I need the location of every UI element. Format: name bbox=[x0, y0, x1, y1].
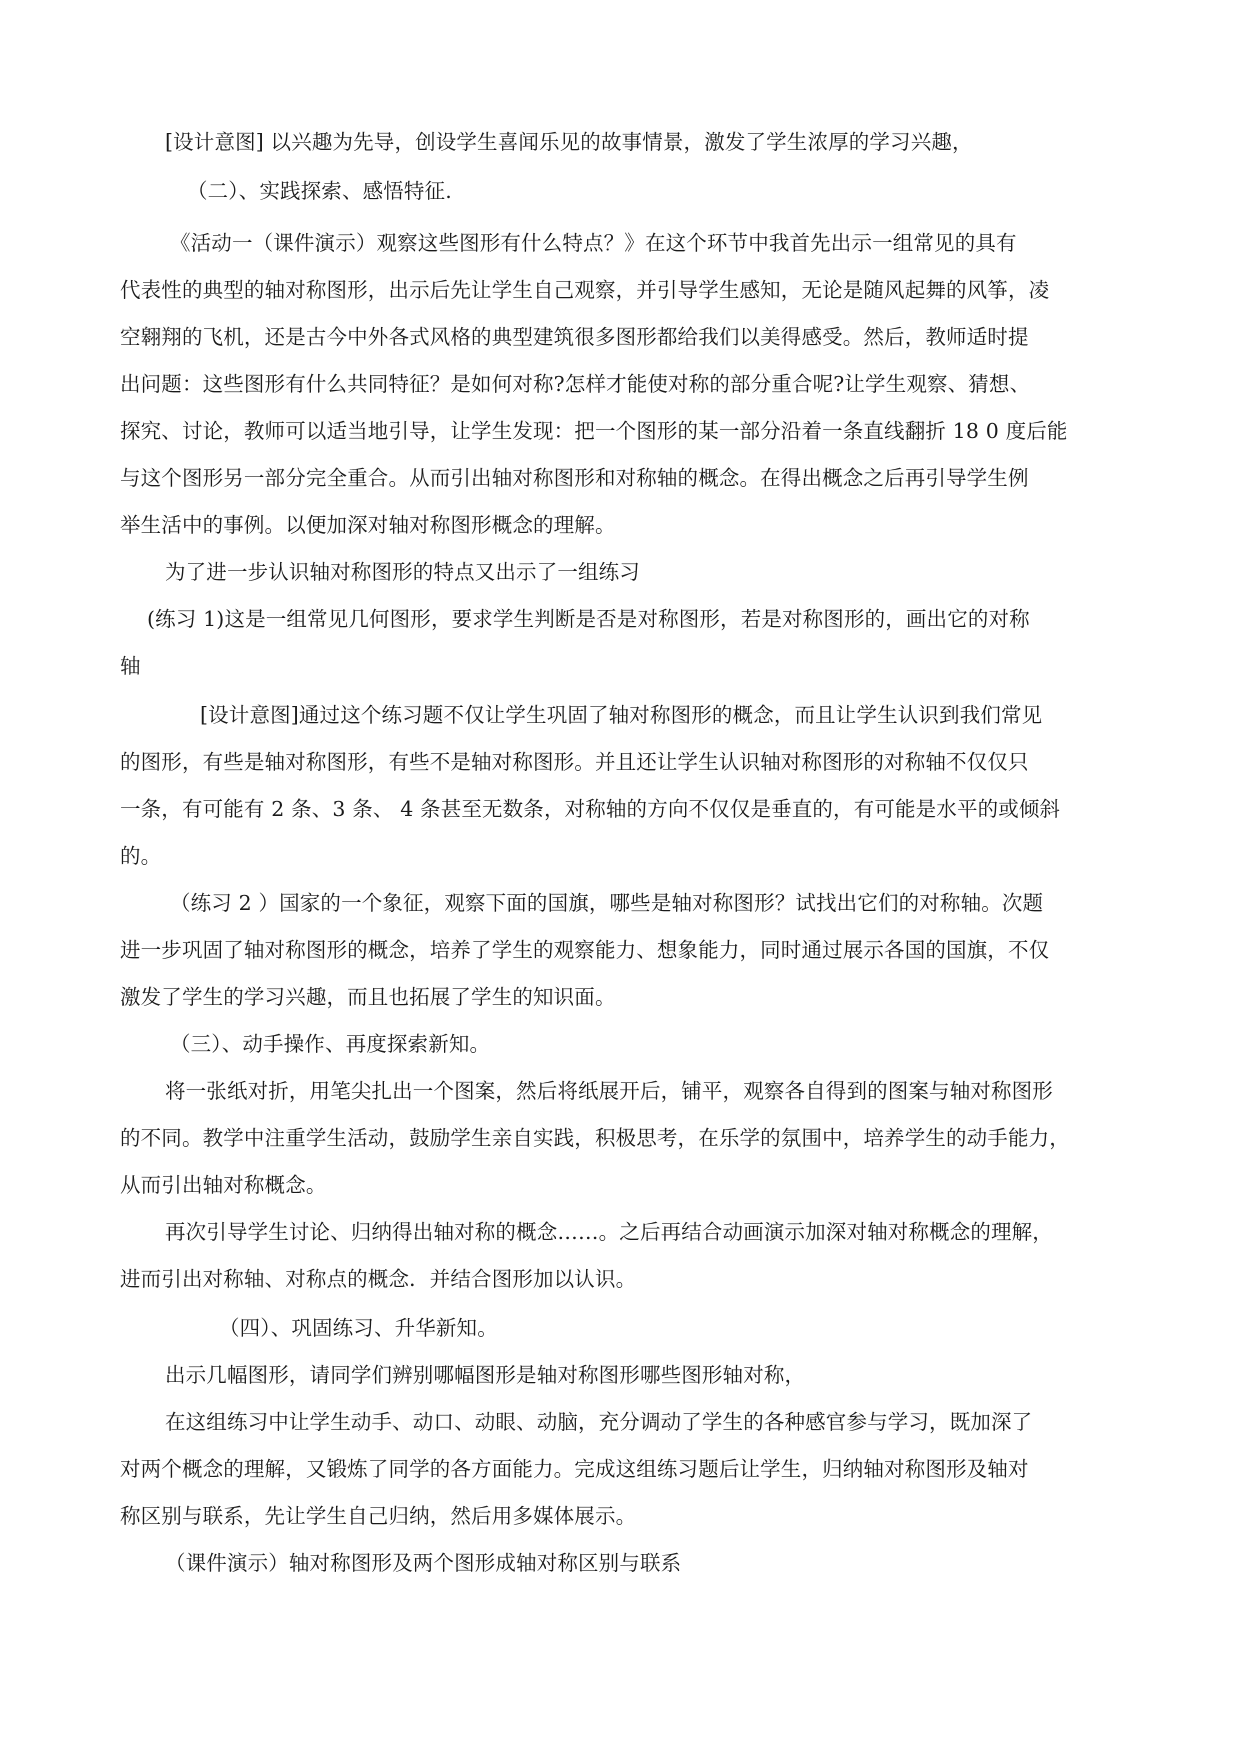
activity-1-line-4: 出问题：这些图形有什么共同特征？是如何对称?怎样才能使对称的部分重合呢?让学生观察、猜想、 bbox=[120, 372, 1031, 396]
exercise-2-line-3: 激发了学生的学习兴趣，而且也拓展了学生的知识面。 bbox=[120, 985, 616, 1009]
activity-1-line-2: 代表性的典型的轴对称图形，出示后先让学生自己观察，并引导学生感知，无论是随风起舞的风筝，凌 bbox=[120, 278, 1050, 302]
activity-1-line-5: 探究、讨论，教师可以适当地引导，让学生发现：把一个图形的某一部分沿着一条直线翻折 18 0 度后能 bbox=[120, 419, 1068, 443]
exercise-1-line-2: 轴 bbox=[120, 654, 141, 678]
practice-line-3: 称区别与联系，先让学生自己归纳，然后用多媒体展示。 bbox=[120, 1504, 637, 1528]
hands-on-line-1: 将一张纸对折，用笔尖扎出一个图案，然后将纸展开后，铺平，观察各自得到的图案与轴对称图形 bbox=[165, 1079, 1053, 1103]
exercise-intro: 为了进一步认识轴对称图形的特点又出示了一组练习 bbox=[165, 560, 640, 584]
activity-1-line-1: 《活动一（课件演示）观察这些图形有什么特点？》在这个环节中我首先出示一组常见的具有 bbox=[170, 231, 1017, 255]
exercise-2-line-2: 进一步巩固了轴对称图形的概念，培养了学生的观察能力、想象能力，同时通过展示各国的国旗，不仅 bbox=[120, 938, 1050, 962]
section-heading-2: （二）、实践探索、感悟特征. bbox=[187, 179, 452, 203]
hands-on-line-3: 从而引出轴对称概念。 bbox=[120, 1173, 327, 1197]
practice-line-2: 对两个概念的理解，又锻炼了同学的各方面能力。完成这组练习题后让学生，归纳轴对称图形及轴对 bbox=[120, 1457, 1029, 1481]
design-intent-2-line-1: [设计意图]通过这个练习题不仅让学生巩固了轴对称图形的概念，而且让学生认识到我们常见 bbox=[200, 703, 1043, 727]
design-intent-1: [设计意图] 以兴趣为先导，创设学生喜闻乐见的故事情景，激发了学生浓厚的学习兴趣， bbox=[165, 130, 973, 154]
activity-1-line-7: 举生活中的事例。以便加深对轴对称图形概念的理解。 bbox=[120, 513, 616, 537]
design-intent-2-line-4: 的。 bbox=[120, 844, 162, 868]
activity-1-line-6: 与这个图形另一部分完全重合。从而引出轴对称图形和对称轴的概念。在得出概念之后再引导学生例 bbox=[120, 466, 1029, 490]
exercise-1-line-1: (练习 1)这是一组常见几何图形，要求学生判断是否是对称图形，若是对称图形的，画出它的对称 bbox=[147, 607, 1030, 631]
section-heading-3: （三）、动手操作、再度探索新知。 bbox=[170, 1032, 491, 1056]
hands-on-line-2: 的不同。教学中注重学生活动，鼓励学生亲自实践，积极思考，在乐学的氛围中，培养学生的动手能力， bbox=[120, 1126, 1070, 1150]
design-intent-2-line-3: 一条，有可能有 2 条、3 条、 4 条甚至无数条，对称轴的方向不仅仅是垂直的，有可能是水平的或倾斜 bbox=[120, 797, 1061, 821]
exercise-2-line-1: （练习 2 ）国家的一个象征，观察下面的国旗，哪些是轴对称图形？试找出它们的对称轴。次题 bbox=[170, 891, 1044, 915]
practice-intro: 出示几幅图形，请同学们辨别哪幅图形是轴对称图形哪些图形轴对称， bbox=[165, 1363, 806, 1387]
discussion-line-1: 再次引导学生讨论、归纳得出轴对称的概念……。之后再结合动画演示加深对轴对称概念的理解， bbox=[165, 1220, 1053, 1244]
activity-1-line-3: 空翱翔的飞机，还是古今中外各式风格的典型建筑很多图形都给我们以美得感受。然后，教师适时提 bbox=[120, 325, 1029, 349]
section-heading-4: （四）、巩固练习、升华新知。 bbox=[219, 1316, 498, 1340]
discussion-line-2: 进而引出对称轴、对称点的概念．并结合图形加以认识。 bbox=[120, 1267, 637, 1291]
courseware-demo-line: （课件演示）轴对称图形及两个图形成轴对称区别与联系 bbox=[165, 1551, 682, 1575]
design-intent-2-line-2: 的图形，有些是轴对称图形，有些不是轴对称图形。并且还让学生认识轴对称图形的对称轴不仅仅只 bbox=[120, 750, 1029, 774]
practice-line-1: 在这组练习中让学生动手、动口、动眼、动脑，充分调动了学生的各种感官参与学习，既加深了 bbox=[165, 1410, 1033, 1434]
